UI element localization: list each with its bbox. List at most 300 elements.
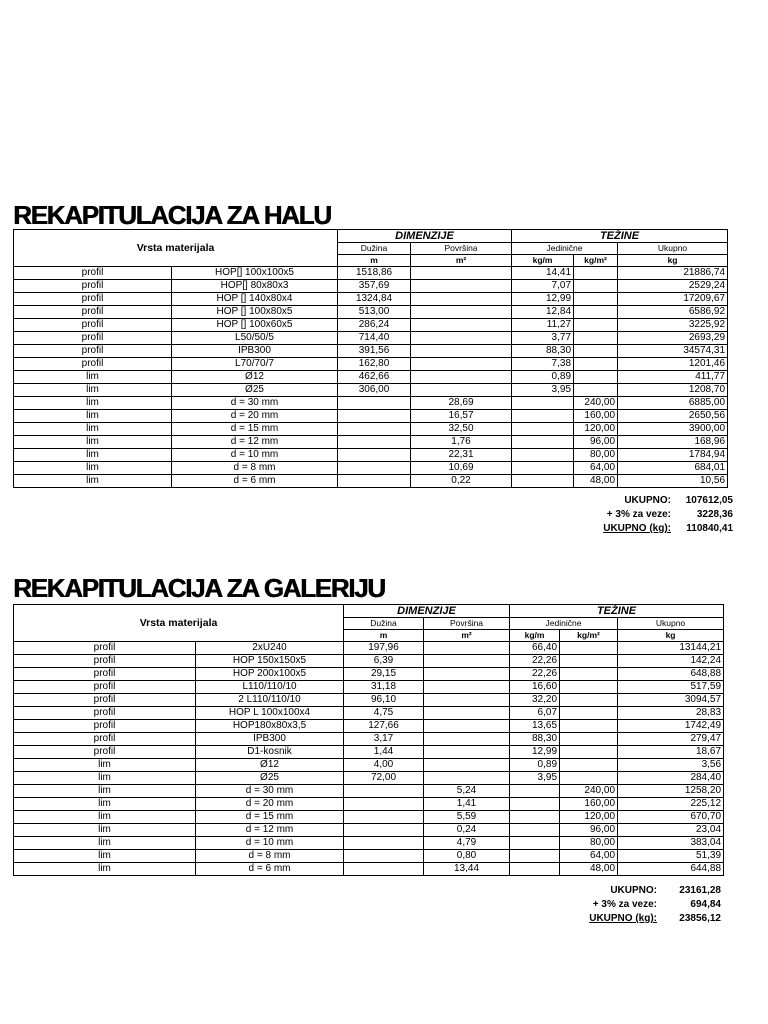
header-tezine: TEŽINE [510,605,724,618]
cell-length [344,850,424,863]
cell-area [411,384,512,397]
table-row [14,371,728,384]
cell-unit-weight-kgm2 [574,345,618,358]
cell-unit-weight-kgm2 [574,332,618,345]
cell-total-weight: 6586,92 [618,306,728,319]
cell-unit-weight-kgm2: 64,00 [560,850,618,863]
cell-unit-weight-kgm2: 120,00 [560,811,618,824]
cell-unit-weight-kgm2: 160,00 [574,410,618,423]
header-povrsina: Površina [411,243,512,255]
grand-total-value: 23856,12 [679,913,721,924]
cell-profile: d = 6 mm [196,863,344,876]
table-row [14,694,724,707]
cell-unit-weight-kgm: 3,77 [512,332,574,345]
unit-m: m [344,630,424,642]
cell-total-weight: 1201,46 [618,358,728,371]
cell-type: lim [14,863,196,876]
total-label: UKUPNO: [624,495,671,506]
cell-unit-weight-kgm: 12,99 [510,746,560,759]
cell-total-weight: 279,47 [618,733,724,746]
table-row [14,293,728,306]
cell-type: profil [14,358,172,371]
cell-type: lim [14,410,172,423]
cell-unit-weight-kgm [512,475,574,488]
cell-area: 13,44 [424,863,510,876]
table-row [14,319,728,332]
cell-area: 22,31 [411,449,512,462]
cell-area [424,720,510,733]
cell-unit-weight-kgm2 [560,668,618,681]
cell-profile: HOP 150x150x5 [196,655,344,668]
cell-unit-weight-kgm2 [574,319,618,332]
cell-unit-weight-kgm: 7,07 [512,280,574,293]
cell-unit-weight-kgm2: 64,00 [574,462,618,475]
cell-unit-weight-kgm [510,824,560,837]
cell-profile: d = 15 mm [172,423,338,436]
cell-unit-weight-kgm: 11,27 [512,319,574,332]
cell-length [344,785,424,798]
header-dimenzije: DIMENZIJE [338,230,512,243]
header-duzina: Dužina [344,618,424,630]
cell-length: 714,40 [338,332,411,345]
table-row [14,850,724,863]
cell-unit-weight-kgm2 [574,267,618,280]
cell-unit-weight-kgm2: 48,00 [560,863,618,876]
cell-type: profil [14,746,196,759]
cell-total-weight: 21886,74 [618,267,728,280]
cell-unit-weight-kgm2 [574,384,618,397]
cell-length [338,462,411,475]
cell-unit-weight-kgm: 22,26 [510,668,560,681]
cell-profile: d = 6 mm [172,475,338,488]
unit-m2: m² [411,255,512,267]
cell-unit-weight-kgm: 22,26 [510,655,560,668]
table-row [14,655,724,668]
cell-area [424,733,510,746]
cell-type: lim [14,811,196,824]
table-row [14,733,724,746]
unit-m: m [338,255,411,267]
cell-profile: HOP L 100x100x4 [196,707,344,720]
cell-type: profil [14,345,172,358]
cell-area [411,267,512,280]
cell-area [424,655,510,668]
table-row [14,345,728,358]
table-row [14,358,728,371]
cell-total-weight: 3225,92 [618,319,728,332]
cell-type: lim [14,798,196,811]
cell-total-weight: 51,39 [618,850,724,863]
table-row [14,462,728,475]
cell-unit-weight-kgm2 [560,681,618,694]
table-row [14,668,724,681]
total-value: 23161,28 [679,885,721,896]
table-row [14,707,724,720]
cell-area [411,345,512,358]
cell-unit-weight-kgm2: 80,00 [574,449,618,462]
cell-type: profil [14,293,172,306]
cell-area: 28,69 [411,397,512,410]
header-dimenzije: DIMENZIJE [344,605,510,618]
cell-profile: 2xU240 [196,642,344,655]
cell-profile: L70/70/7 [172,358,338,371]
cell-type: profil [14,668,196,681]
cell-unit-weight-kgm: 0,89 [510,759,560,772]
cell-unit-weight-kgm2 [574,293,618,306]
cell-unit-weight-kgm2 [560,772,618,785]
cell-unit-weight-kgm2: 96,00 [574,436,618,449]
cell-unit-weight-kgm2 [574,280,618,293]
cell-profile: HOP180x80x3,5 [196,720,344,733]
cell-total-weight: 2693,29 [618,332,728,345]
cell-type: lim [14,759,196,772]
cell-profile: Ø25 [172,384,338,397]
cell-unit-weight-kgm: 32,20 [510,694,560,707]
cell-length: 4,75 [344,707,424,720]
table-row [14,681,724,694]
header-povrsina: Površina [424,618,510,630]
cell-length: 1518,86 [338,267,411,280]
cell-area: 5,59 [424,811,510,824]
cell-total-weight: 670,70 [618,811,724,824]
cell-type: profil [14,655,196,668]
cell-area [424,772,510,785]
cell-area [424,707,510,720]
grand-total-label: UKUPNO (kg): [603,523,671,534]
cell-type: profil [14,332,172,345]
unit-kg-per-m2: kg/m² [560,630,618,642]
cell-area [411,371,512,384]
cell-type: lim [14,785,196,798]
section-galerija [13,571,733,931]
cell-total-weight: 517,59 [618,681,724,694]
header-jedinicne: Jedinične [510,618,618,630]
table-row [14,811,724,824]
cell-total-weight: 23,04 [618,824,724,837]
cell-length: 162,80 [338,358,411,371]
cell-profile: Ø12 [196,759,344,772]
totals-block [541,884,721,929]
cell-type: profil [14,694,196,707]
cell-area [411,293,512,306]
cell-area [411,319,512,332]
table-row [14,720,724,733]
cell-unit-weight-kgm: 66,40 [510,642,560,655]
table-row [14,449,728,462]
cell-unit-weight-kgm [512,436,574,449]
cell-length: 127,66 [344,720,424,733]
cell-profile: d = 8 mm [196,850,344,863]
table-row [14,642,724,655]
cell-unit-weight-kgm [512,410,574,423]
cell-length: 1,44 [344,746,424,759]
cell-unit-weight-kgm2: 48,00 [574,475,618,488]
cell-profile: HOP[] 80x80x3 [172,280,338,293]
cell-total-weight: 34574,31 [618,345,728,358]
cell-profile: d = 30 mm [172,397,338,410]
cell-type: profil [14,306,172,319]
cell-total-weight: 3094,57 [618,694,724,707]
cell-unit-weight-kgm [512,423,574,436]
table-row [14,772,724,785]
cell-unit-weight-kgm2 [574,358,618,371]
cell-area: 10,69 [411,462,512,475]
connections-row [553,508,733,521]
cell-total-weight: 684,01 [618,462,728,475]
section-title: REKAPITULACIJA ZA GALERIJU [13,573,385,603]
cell-length: 6,39 [344,655,424,668]
cell-profile: d = 15 mm [196,811,344,824]
cell-unit-weight-kgm [512,397,574,410]
cell-length [338,397,411,410]
cell-unit-weight-kgm [510,837,560,850]
total-row [553,494,733,507]
cell-unit-weight-kgm: 14,41 [512,267,574,280]
table-row [14,332,728,345]
cell-unit-weight-kgm: 3,95 [512,384,574,397]
cell-type: profil [14,733,196,746]
cell-length: 72,00 [344,772,424,785]
cell-unit-weight-kgm2 [560,746,618,759]
cell-profile: L110/110/10 [196,681,344,694]
cell-area [411,280,512,293]
cell-total-weight: 1784,94 [618,449,728,462]
header-ukupno: Ukupno [618,243,728,255]
cell-total-weight: 1258,20 [618,785,724,798]
cell-unit-weight-kgm2: 120,00 [574,423,618,436]
grand-total-row [553,522,733,535]
table-row [14,384,728,397]
cell-total-weight: 383,04 [618,837,724,850]
cell-type: lim [14,397,172,410]
cell-type: lim [14,371,172,384]
cell-profile: d = 8 mm [172,462,338,475]
cell-area [424,642,510,655]
cell-profile: d = 30 mm [196,785,344,798]
cell-unit-weight-kgm2: 96,00 [560,824,618,837]
cell-total-weight: 284,40 [618,772,724,785]
cell-length: 1324,84 [338,293,411,306]
unit-kg-per-m: kg/m [510,630,560,642]
materials-table [13,604,724,876]
grand-total-label: UKUPNO (kg): [589,913,657,924]
cell-profile: Ø12 [172,371,338,384]
cell-length [344,798,424,811]
cell-area: 1,76 [411,436,512,449]
cell-type: profil [14,319,172,332]
header-vrsta-materijala: Vrsta materijala [14,605,344,642]
table-row [14,863,724,876]
cell-type: lim [14,384,172,397]
cell-length [344,837,424,850]
cell-profile: D1-kosnik [196,746,344,759]
cell-unit-weight-kgm2: 240,00 [560,785,618,798]
cell-length [338,449,411,462]
cell-area [411,358,512,371]
total-value: 107612,05 [685,495,733,506]
table-row [14,410,728,423]
cell-unit-weight-kgm: 7,38 [512,358,574,371]
table-row [14,280,728,293]
cell-unit-weight-kgm: 88,30 [512,345,574,358]
section-title: REKAPITULACIJA ZA HALU [13,200,331,230]
table-row [14,475,728,488]
cell-profile: d = 20 mm [196,798,344,811]
cell-unit-weight-kgm2 [560,694,618,707]
cell-type: profil [14,707,196,720]
cell-profile: d = 12 mm [196,824,344,837]
cell-unit-weight-kgm2 [560,759,618,772]
cell-unit-weight-kgm2 [560,642,618,655]
cell-type: profil [14,642,196,655]
cell-total-weight: 18,67 [618,746,724,759]
table-row [14,267,728,280]
table-row [14,759,724,772]
cell-type: lim [14,462,172,475]
cell-profile: d = 12 mm [172,436,338,449]
cell-area [424,668,510,681]
cell-unit-weight-kgm2 [560,720,618,733]
header-duzina: Dužina [338,243,411,255]
cell-length: 96,10 [344,694,424,707]
cell-length: 391,56 [338,345,411,358]
table-row [14,746,724,759]
cell-area [424,759,510,772]
cell-length [338,475,411,488]
table-row [14,397,728,410]
total-row [541,884,721,897]
cell-unit-weight-kgm: 88,30 [510,733,560,746]
header-tezine: TEŽINE [512,230,728,243]
cell-length: 357,69 [338,280,411,293]
cell-length: 286,24 [338,319,411,332]
cell-area: 0,24 [424,824,510,837]
cell-area: 4,79 [424,837,510,850]
cell-unit-weight-kgm2: 160,00 [560,798,618,811]
cell-length [338,410,411,423]
cell-type: lim [14,423,172,436]
unit-kg: kg [618,255,728,267]
cell-length: 29,15 [344,668,424,681]
cell-profile: HOP [] 140x80x4 [172,293,338,306]
cell-profile: IPB300 [196,733,344,746]
cell-unit-weight-kgm2: 80,00 [560,837,618,850]
cell-area: 0,80 [424,850,510,863]
table-row [14,423,728,436]
cell-unit-weight-kgm [510,850,560,863]
cell-total-weight: 648,88 [618,668,724,681]
cell-unit-weight-kgm [510,798,560,811]
cell-total-weight: 142,24 [618,655,724,668]
cell-length: 3,17 [344,733,424,746]
cell-length [338,436,411,449]
cell-unit-weight-kgm [510,863,560,876]
cell-profile: HOP [] 100x80x5 [172,306,338,319]
cell-total-weight: 6885,00 [618,397,728,410]
cell-area: 1,41 [424,798,510,811]
cell-unit-weight-kgm: 12,99 [512,293,574,306]
cell-unit-weight-kgm2 [574,306,618,319]
cell-type: lim [14,850,196,863]
unit-kg: kg [618,630,724,642]
cell-profile: d = 10 mm [172,449,338,462]
connections-label: + 3% za veze: [592,899,657,910]
cell-type: lim [14,837,196,850]
cell-unit-weight-kgm: 0,89 [512,371,574,384]
cell-profile: Ø25 [196,772,344,785]
cell-total-weight: 17209,67 [618,293,728,306]
cell-unit-weight-kgm2 [560,733,618,746]
cell-area: 0,22 [411,475,512,488]
cell-unit-weight-kgm2 [560,707,618,720]
cell-area [411,332,512,345]
cell-unit-weight-kgm: 12,84 [512,306,574,319]
cell-profile: HOP [] 100x60x5 [172,319,338,332]
cell-total-weight: 1742,49 [618,720,724,733]
cell-unit-weight-kgm: 6,07 [510,707,560,720]
cell-length: 4,00 [344,759,424,772]
cell-type: lim [14,824,196,837]
cell-total-weight: 13144,21 [618,642,724,655]
header-jedinicne: Jedinične [512,243,618,255]
cell-area: 5,24 [424,785,510,798]
cell-unit-weight-kgm: 16,60 [510,681,560,694]
cell-profile: d = 20 mm [172,410,338,423]
cell-length [338,423,411,436]
cell-total-weight: 10,56 [618,475,728,488]
cell-area [424,694,510,707]
grand-total-row [541,912,721,925]
cell-length [344,863,424,876]
cell-unit-weight-kgm2 [560,655,618,668]
connections-value: 694,84 [690,899,721,910]
cell-area: 32,50 [411,423,512,436]
table-row [14,837,724,850]
cell-total-weight: 3900,00 [618,423,728,436]
cell-profile: HOP 200x100x5 [196,668,344,681]
cell-area [424,746,510,759]
header-vrsta-materijala: Vrsta materijala [14,230,338,267]
cell-profile: L50/50/5 [172,332,338,345]
unit-kg-per-m: kg/m [512,255,574,267]
cell-total-weight: 644,88 [618,863,724,876]
cell-length: 31,18 [344,681,424,694]
cell-unit-weight-kgm: 13,65 [510,720,560,733]
cell-type: profil [14,280,172,293]
cell-unit-weight-kgm2 [574,371,618,384]
cell-type: lim [14,449,172,462]
cell-total-weight: 28,83 [618,707,724,720]
cell-total-weight: 3,56 [618,759,724,772]
section-hala [13,196,733,541]
cell-length: 462,66 [338,371,411,384]
header-ukupno: Ukupno [618,618,724,630]
cell-type: lim [14,475,172,488]
cell-length: 197,96 [344,642,424,655]
unit-kg-per-m2: kg/m² [574,255,618,267]
table-row [14,306,728,319]
cell-total-weight: 168,96 [618,436,728,449]
table-row [14,798,724,811]
cell-profile: IPB300 [172,345,338,358]
cell-unit-weight-kgm: 3,95 [510,772,560,785]
cell-type: lim [14,436,172,449]
materials-table [13,229,728,488]
total-label: UKUPNO: [610,885,657,896]
cell-total-weight: 2650,56 [618,410,728,423]
cell-profile: 2 L110/110/10 [196,694,344,707]
table-row [14,436,728,449]
